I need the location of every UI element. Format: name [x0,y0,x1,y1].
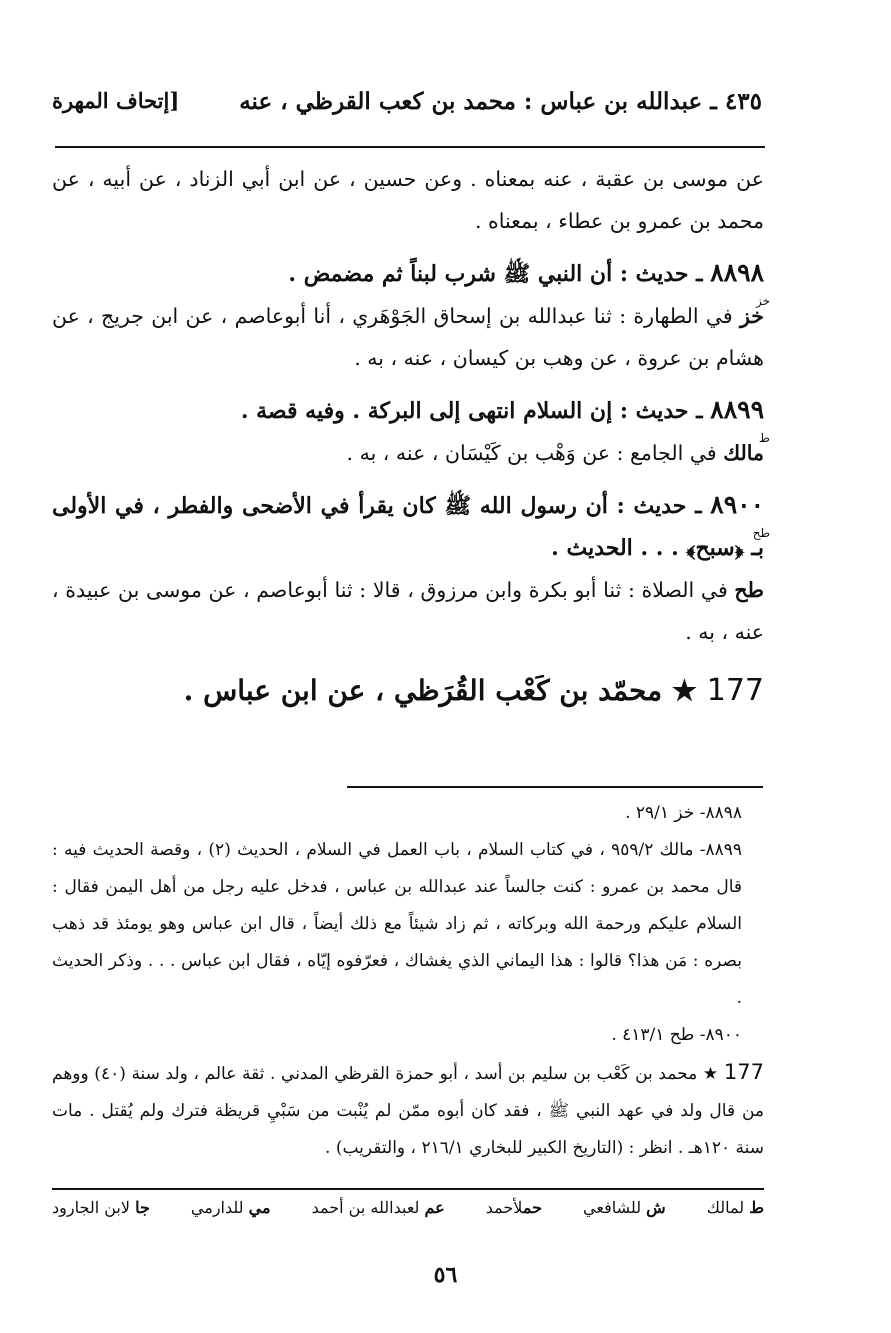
abbr-item: مي للدارمي [190,1198,271,1217]
source-abbr: خز [740,304,764,328]
header-title: ٤٣٥ ـ عبدالله بن عباس : محمد بن كعب القرظي ، عنه [239,88,762,115]
hadith-8899 [52,389,770,445]
hadith-source-code: خز [755,294,770,308]
hadith-text: ـ حديث : أن النبي ﷺ شرب لبناً ثم مضمض . [288,261,703,287]
header-book-name: [إتحاف المهرة [52,88,180,113]
entry-number: 177 [706,673,764,708]
hadith-number: ٨٩٠٠ [710,490,764,519]
running-header [52,88,762,128]
abbr-item: جا لابن الجارود [52,1198,150,1217]
hadith-source-code: ط [758,431,770,445]
footnote-8898: ٨٨٩٨- خز ٢٩/١ . [625,803,742,823]
hadith-8898-source [52,295,764,379]
hadith-text: ـ حديث : أن رسول الله ﷺ كان يقرأ في الأضحى والفطر ، في الأولى بـ ﴿سبح﴾ . . . الحديث . [52,493,764,561]
footnote-177 [52,1054,764,1167]
source-text: في الصلاة : ثنا أبو بكرة وابن مرزوق ، قالا : ثنا أبوعاصم ، عن موسى بن عبيدة ، عنه ، به . [52,578,764,644]
hadith-8899-source [52,432,764,474]
abbr-item: عم لعبدالله بن أحمد [311,1198,445,1217]
main-text [52,158,770,715]
entry-title: محمّد بن كَعْب القُرَظي ، عن ابن عباس . [183,674,663,707]
abbr-item: ط لمالك [706,1198,764,1217]
footnote-rule [347,786,763,788]
hadith-8900 [52,484,770,569]
header-rule [55,146,765,148]
footnote-8899: ٨٨٩٩- مالك ٩٥٩/٢ ، في كتاب السلام ، باب العمل في السلام ، الحديث (٢) ، وقصة الحديث فيه : قال محمد بن عمرو : كنت جالساً عند عبدالله بن عباس ، فدخل عليه رجل من أهل اليمن فقال : السلام عليكم ورحمة الله وبركاته ، ثم زاد شيئاً مع ذلك أيضاً ، قال ابن عباس وهو يومئذ قد ذهب بصره : مَن هذا؟ قالوا : هذا اليماني الذي يغشاك ، فعرّفوه إيّاه ، فقال ابن عباس . . . وذكر الحديث . [52,840,742,1008]
hadith-number: ٨٨٩٨ [710,258,764,287]
abbr-item: ش للشافعي [583,1198,666,1217]
source-abbr: طح [734,578,764,602]
footnotes [52,795,764,1167]
abbreviations-key [52,1198,764,1232]
star-icon: ★ [671,674,697,707]
source-abbr: مالك [723,441,764,465]
footnote-text: محمد بن كَعْب بن سليم بن أسد ، أبو حمزة القرظي المدني . ثقة عالم ، ولد سنة (٤٠) ووهم من قال ولد في عهد النبي ﷺ ، فقد كان أبوه ممّن لم يُنْبت من سَبْيِ قريظة فترك ولم يُقتل . مات سنة ١٢٠هـ . انظر : (التاريخ الكبير للبخاري ٢١٦/١ ، والتقريب) . [52,1064,764,1158]
hadith-number: ٨٨٩٩ [710,395,764,424]
hadith-8900-source [52,569,764,653]
footnote-number: 177 [723,1060,764,1084]
hadith-8898 [52,252,770,308]
abbr-item: حملأحمد [485,1198,542,1217]
star-icon: ★ [702,1064,719,1084]
page-number: ٥٦ [433,1262,458,1288]
source-text: في الجامع : عن وَهْب بن كَيْسَان ، عنه ، به . [346,441,717,465]
footnote-8900: ٨٩٠٠- طح ٤١٣/١ . [611,1025,742,1045]
paragraph-continuation: عن موسى بن عقبة ، عنه بمعناه . وعن حسين ، عن ابن أبي الزناد ، عن أبيه ، عن محمد بن عمرو بن عطاء ، بمعناه . [52,167,764,233]
hadith-source-code: طح [752,526,770,540]
abbreviations-rule [52,1188,764,1190]
source-text: في الطهارة : ثنا عبدالله بن إسحاق الجَوْهَري ، أنا أبوعاصم ، عن ابن جريج ، عن هشام بن عروة ، عن وهب بن كيسان ، عنه ، به . [52,304,764,370]
narrator-entry-177 [52,667,764,715]
hadith-text: ـ حديث : إن السلام انتهى إلى البركة . وفيه قصة . [240,398,703,424]
